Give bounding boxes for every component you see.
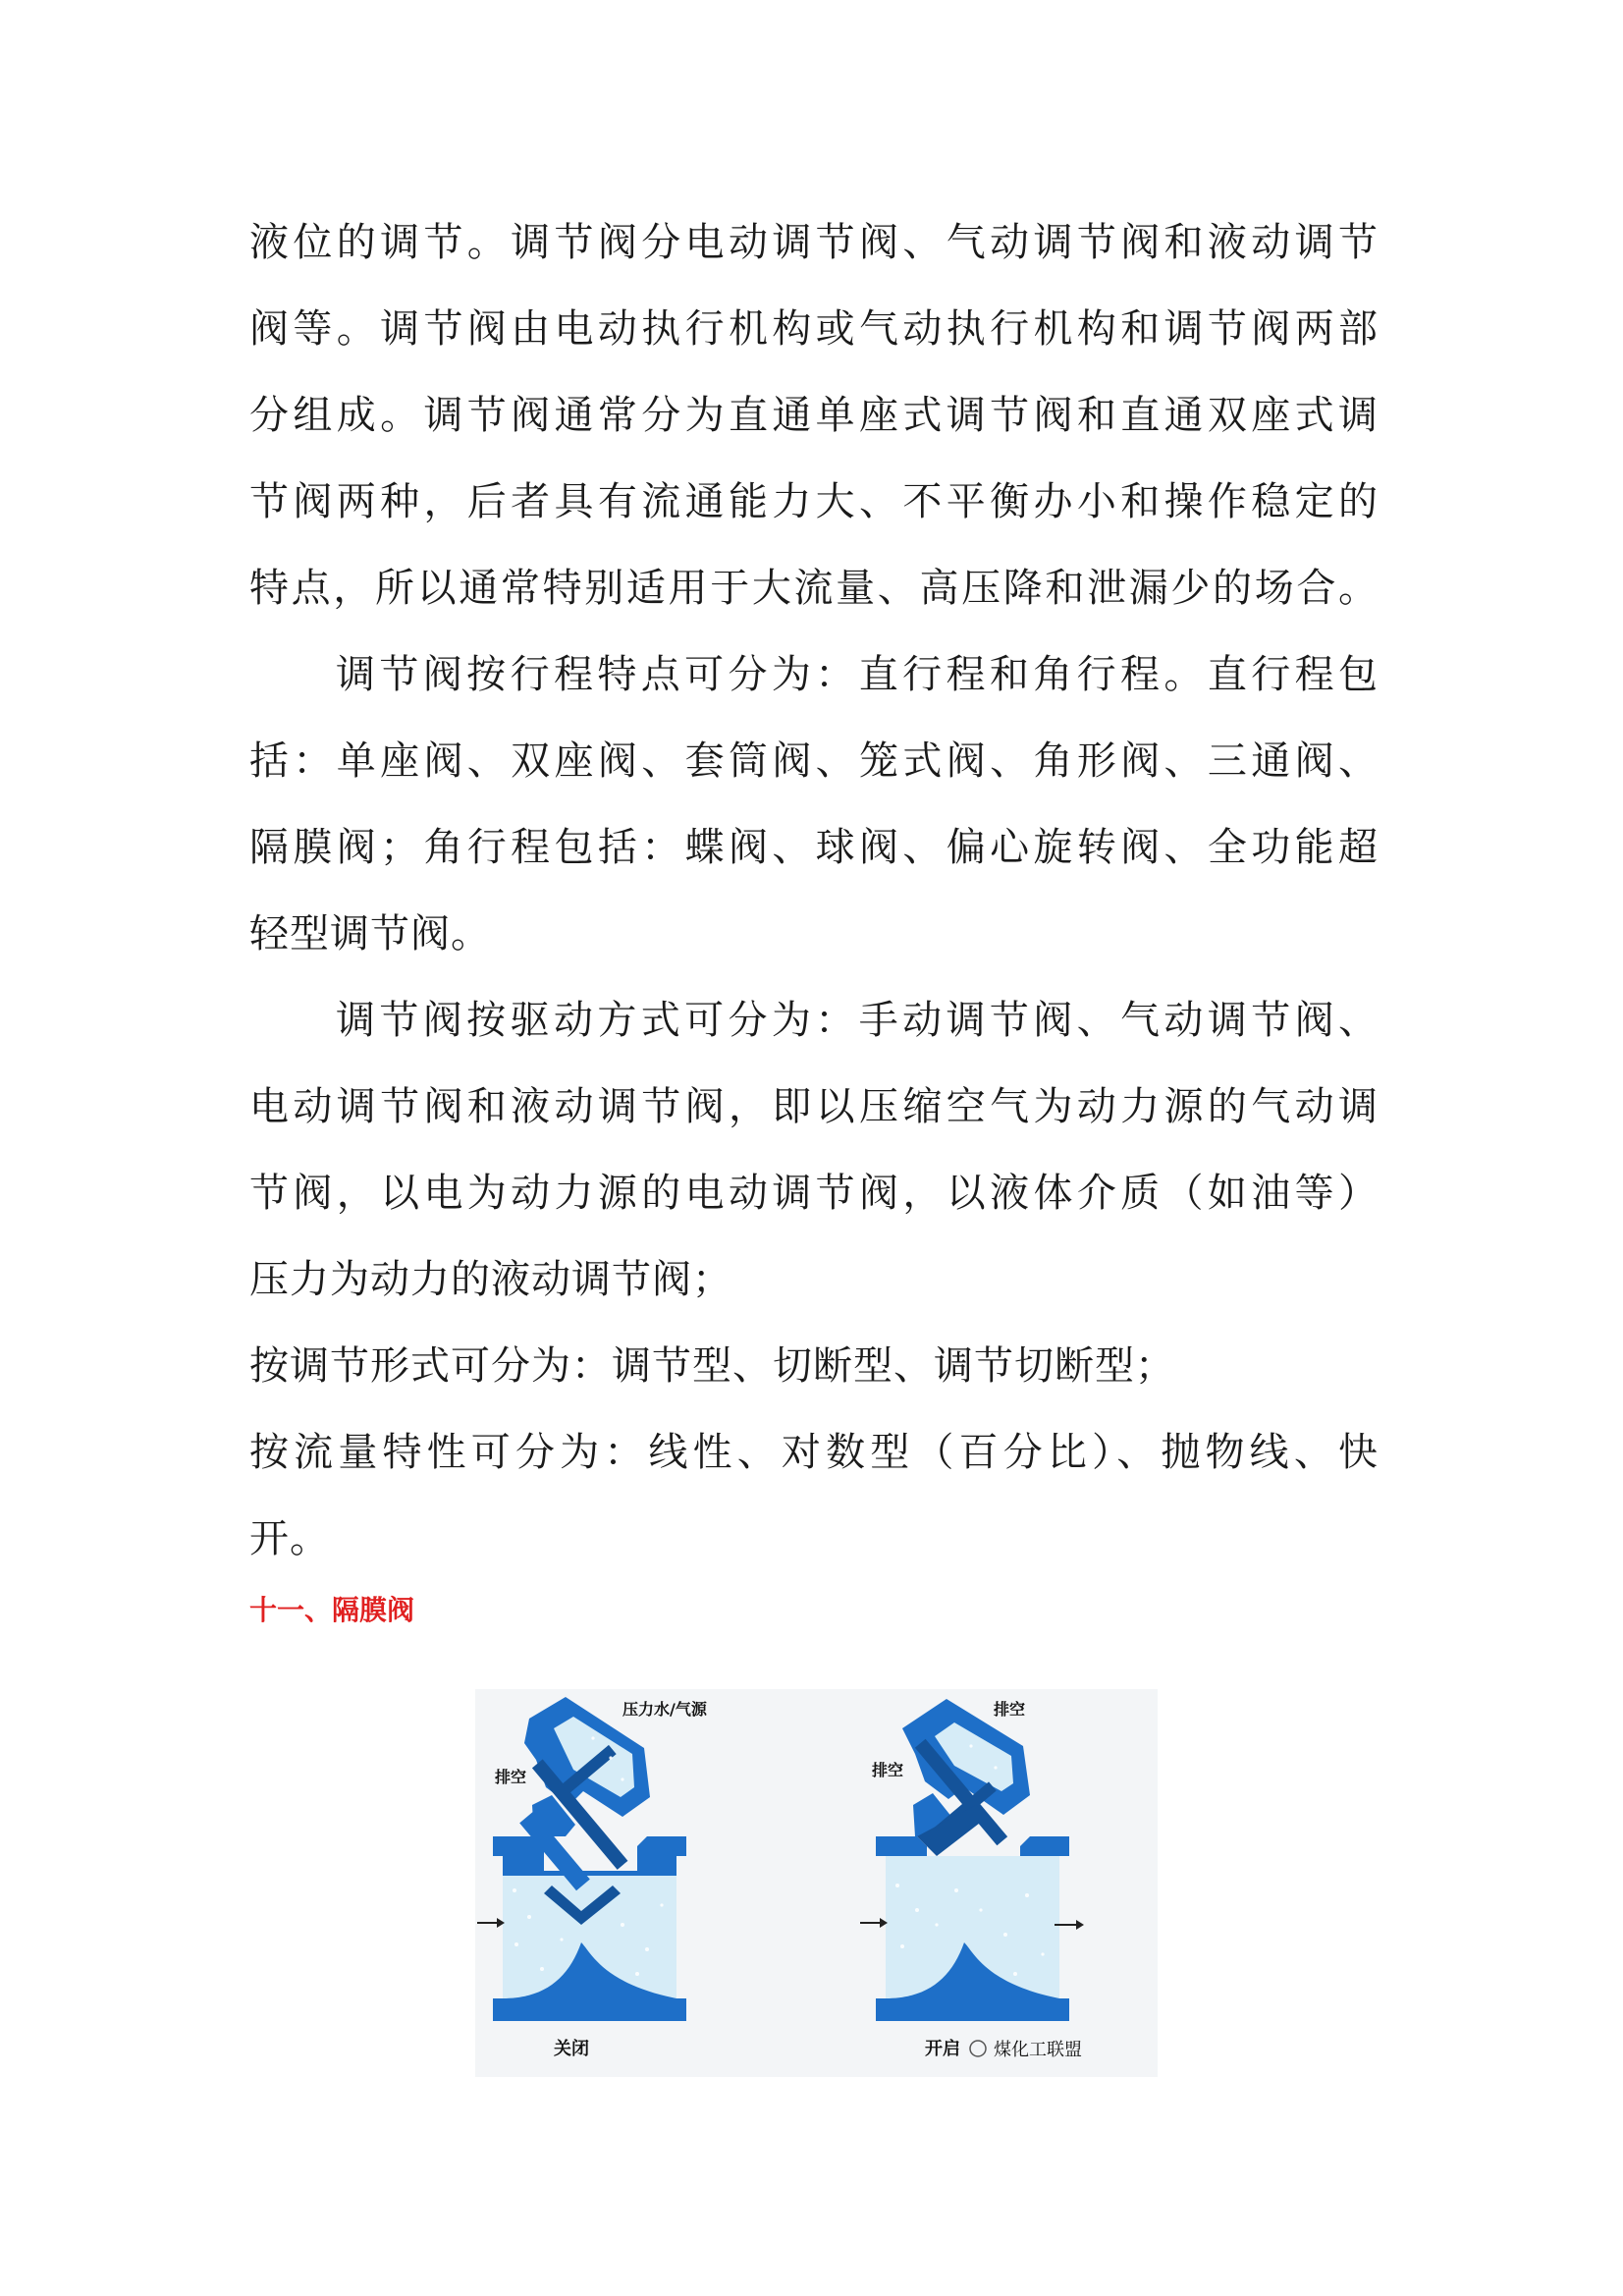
paragraph-line: 按流量特性可分为：线性、对数型（百分比）、抛物线、快 (249, 1430, 1379, 1475)
paragraph-line: 节阀，以电为动力源的电动调节阀，以液体介质（如油等） (249, 1171, 1379, 1216)
section-heading: 十一、隔膜阀 (249, 1594, 415, 1626)
paragraph-line: 特点，所以通常特别适用于大流量、高压降和泄漏少的场合。 (249, 566, 1379, 611)
paragraph-line: 隔膜阀；角行程包括：蝶阀、球阀、偏心旋转阀、全功能超 (249, 825, 1379, 870)
vent-label: 排空 (495, 1768, 527, 1786)
paragraph-line: 按调节形式可分为：调节型、切断型、调节切断型； (249, 1343, 1175, 1389)
paragraph-line: 液位的调节。调节阀分电动调节阀、气动调节阀和液动调节 (249, 220, 1379, 265)
paragraph-line: 分组成。调节阀通常分为直通单座式调节阀和直通双座式调 (249, 393, 1379, 438)
paragraph-line: 括：单座阀、双座阀、套筒阀、笼式阀、角形阀、三通阀、 (249, 738, 1379, 784)
closed-caption: 关闭 (554, 2039, 589, 2059)
paragraph-line: 阀等。调节阀由电动执行机构或气动执行机构和调节阀两部 (249, 306, 1379, 352)
vent-label-top: 排空 (994, 1700, 1026, 1719)
paragraph-line: 轻型调节阀。 (249, 911, 491, 957)
diaphragm-valve-figure (475, 1689, 1158, 2077)
vent-label-left: 排空 (872, 1761, 904, 1779)
paragraph-line: 压力为动力的液动调节阀； (249, 1257, 732, 1302)
paragraph-line: 节阀两种，后者具有流通能力大、不平衡办小和操作稳定的 (249, 479, 1379, 524)
paragraph-line: 调节阀按驱动方式可分为：手动调节阀、气动调节阀、 (336, 998, 1379, 1043)
paragraph-line: 开。 (249, 1516, 330, 1561)
watermark-text: 煤化工联盟 (994, 2040, 1082, 2060)
pressure-source-label: 压力水/气源 (622, 1700, 707, 1719)
paragraph-line: 调节阀按行程特点可分为：直行程和角行程。直行程包 (336, 652, 1379, 697)
open-caption: 开启 (925, 2039, 960, 2059)
paragraph-line: 电动调节阀和液动调节阀，即以压缩空气为动力源的气动调 (249, 1084, 1379, 1129)
